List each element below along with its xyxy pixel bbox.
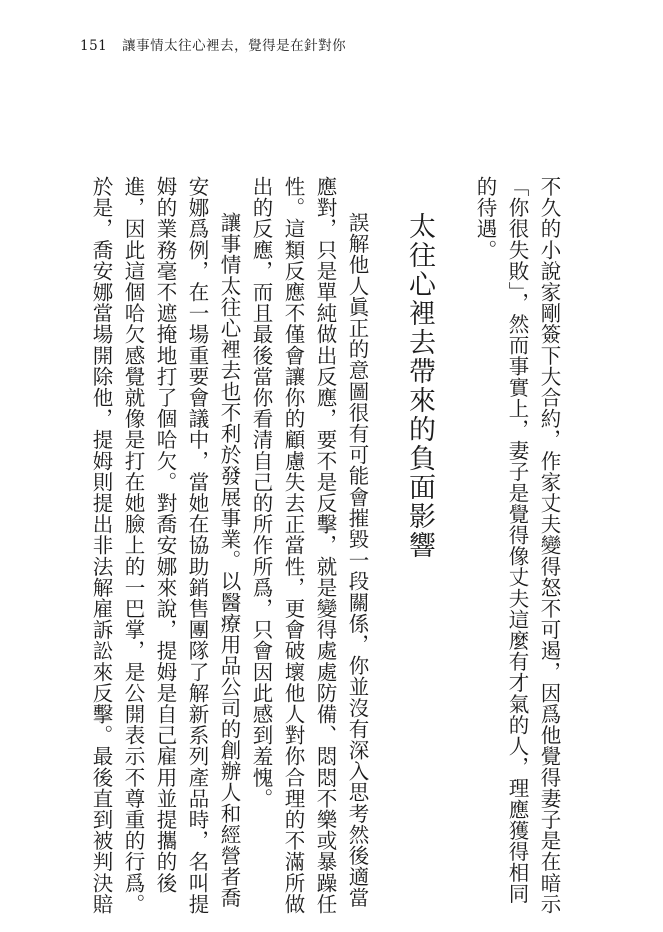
text-column: 姆的業務毫不遮掩地打了個哈欠。對喬安娜來說，提姆是自己雇用並提攜的後 bbox=[153, 176, 177, 894]
text-column: 出的反應，而且最後當你看清自己的所作所爲，只會因此感到羞愧。 bbox=[249, 176, 273, 809]
text-column: 進，因此這個哈欠感覺就像是打在她臉上的一巴掌，是公開表示不尊重的行爲。 bbox=[121, 176, 145, 915]
section-heading: 太往心裡去帶來的負面影響 bbox=[404, 212, 435, 560]
text-column: 讓事情太往心裡去也不利於發展事業。以醫療用品公司的創辦人和經營者喬 bbox=[217, 212, 241, 909]
text-column: 誤解他人眞正的意圖很有可能會摧毀一段關係，你並沒有深入思考然後適當 bbox=[345, 212, 369, 909]
running-header bbox=[80, 34, 346, 54]
running-title: 讓事情太往心裡去，覺得是在針對你 bbox=[122, 38, 347, 54]
text-column: 於是，喬安娜當場開除他，提姆則提出非法解雇訴訟來反擊。最後直到被判決賠 bbox=[89, 176, 113, 915]
text-column: 應對，只是單純做出反應，要不是反擊，就是變得處處防備、悶悶不樂或暴躁任 bbox=[313, 176, 337, 915]
page-number: 151 bbox=[80, 38, 108, 54]
text-column: 的待遇。 bbox=[473, 176, 497, 261]
text-column: 性。這類反應不僅會讓你的顧慮失去正當性，更會破壞他人對你合理的不滿所做 bbox=[281, 176, 305, 915]
text-column: 「你很失敗」，然而事實上，妻子是覺得像丈夫這麼有才氣的人，理應獲得相同 bbox=[505, 176, 529, 905]
text-column: 不久的小說家剛簽下大合約，作家丈夫變得怒不可遏，因爲他覺得妻子是在暗示 bbox=[537, 176, 561, 915]
text-column: 安娜爲例，在一場重要會議中，當她在協助銷售團隊了解新系列產品時，名叫提 bbox=[185, 176, 209, 915]
